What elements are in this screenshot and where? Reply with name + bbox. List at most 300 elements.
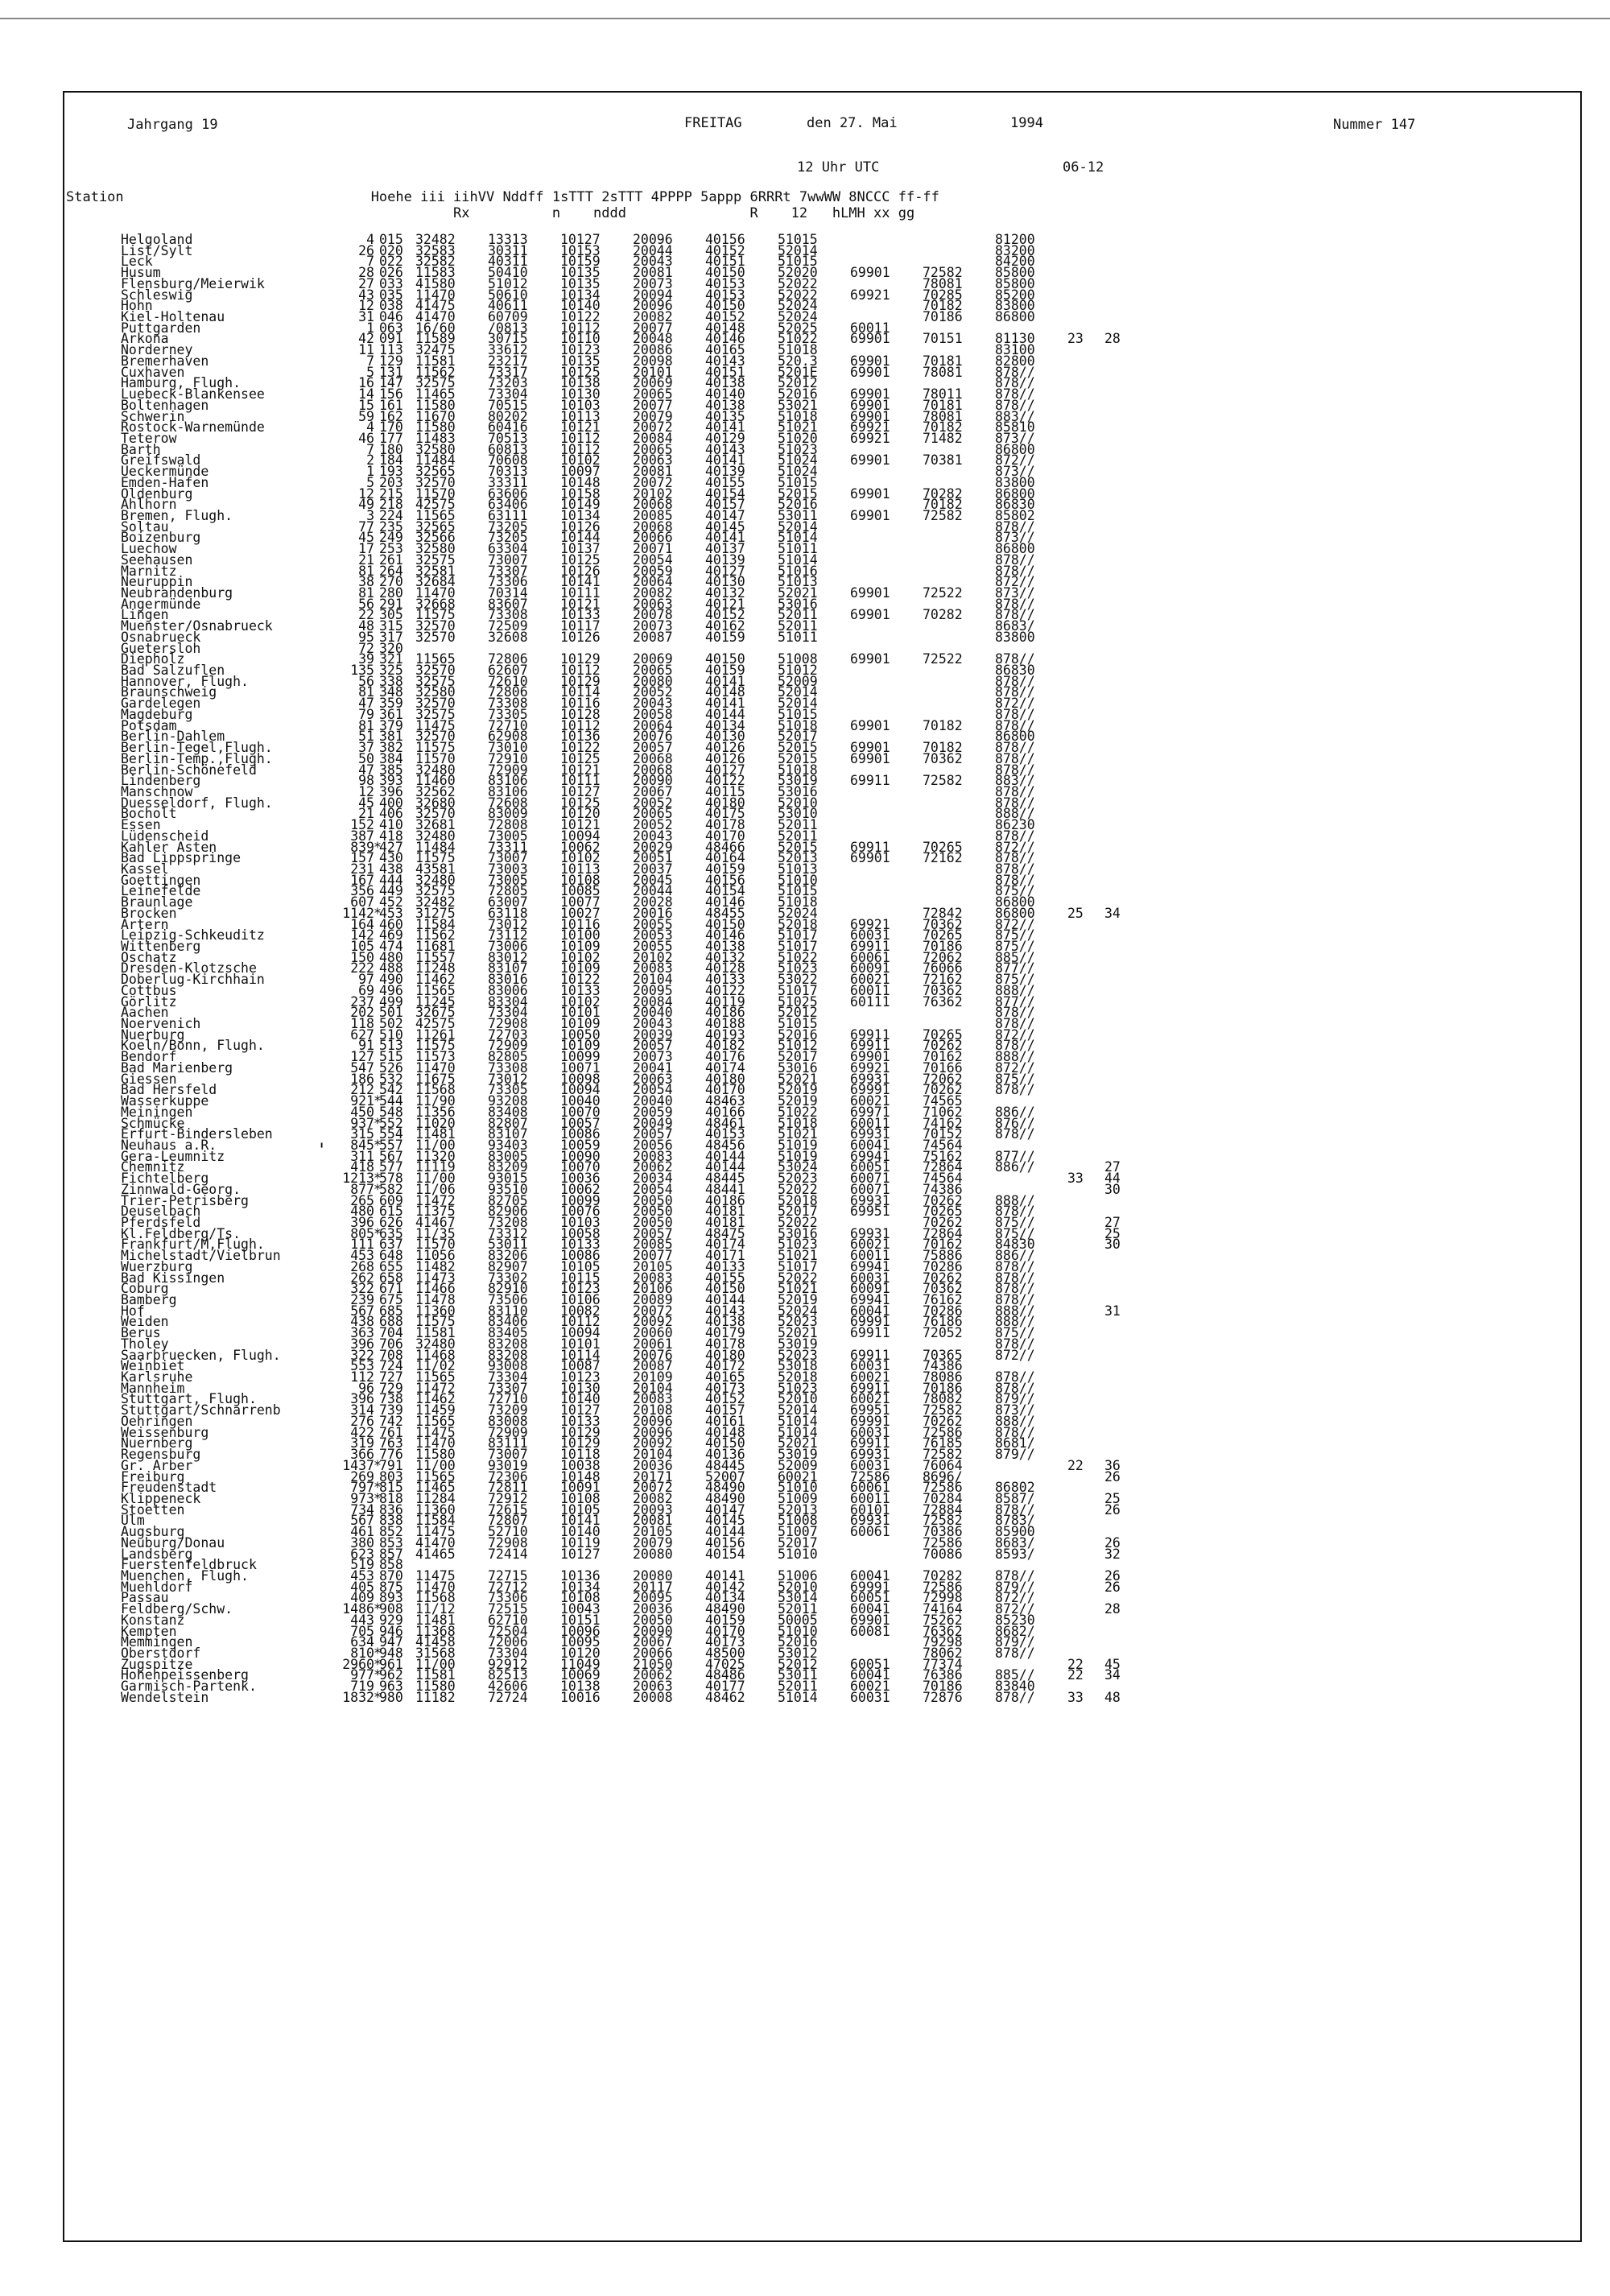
group-5appp: 52019 xyxy=(778,1082,818,1098)
group-8nccc: 84200 xyxy=(995,254,1035,270)
group-4pppp: 40165 xyxy=(705,1369,745,1385)
station-id: 554 xyxy=(379,1126,403,1142)
station-height: 59 xyxy=(358,408,374,424)
group-8nccc: 84830 xyxy=(995,1237,1035,1253)
group-1sttt: 10071 xyxy=(560,1059,601,1076)
group-5appp: 51015 xyxy=(778,1016,818,1032)
group-iihvv: 32570 xyxy=(415,663,456,679)
group-4pppp: 40155 xyxy=(705,1270,745,1286)
station-name: Coburg xyxy=(121,1281,169,1297)
mountain-marker: * xyxy=(374,1656,382,1672)
station-id: 853 xyxy=(379,1534,403,1551)
station-name: Neuruppin xyxy=(121,574,193,590)
group-7wwww: 70152 xyxy=(923,1126,963,1142)
group-iihvv: 11562 xyxy=(415,364,456,380)
group-5appp: 52015 xyxy=(778,740,818,756)
group-5appp: 53022 xyxy=(778,972,818,988)
station-name: Stuttgart, Flugh. xyxy=(121,1391,257,1407)
station-id: 193 xyxy=(379,464,403,480)
group-8nccc: 86230 xyxy=(995,817,1035,833)
group-8nccc: 83840 xyxy=(995,1679,1035,1695)
group-iihvv: 11575 xyxy=(415,740,456,756)
group-nddff: 83006 xyxy=(488,982,528,998)
station-id: 637 xyxy=(379,1237,403,1253)
group-8nccc: 872// xyxy=(995,1059,1035,1076)
station-name: Berus xyxy=(121,1325,161,1341)
station-id: 280 xyxy=(379,585,403,601)
group-4pppp: 40146 xyxy=(705,927,745,944)
station-id: 177 xyxy=(379,430,403,446)
station-height: 56 xyxy=(358,596,374,612)
station-name: Hohn xyxy=(121,298,153,314)
group-2sttt: 20080 xyxy=(633,1567,673,1584)
station-name: Husum xyxy=(121,265,161,281)
group-1sttt: 10126 xyxy=(560,629,601,645)
group-iihvv: 11484 xyxy=(415,839,456,855)
group-7wwww: 70162 xyxy=(923,1049,963,1065)
station-height: 16 xyxy=(358,375,374,391)
station-height: 96 xyxy=(358,1380,374,1396)
group-5appp: 51014 xyxy=(778,1689,818,1705)
station-id: 038 xyxy=(379,298,403,314)
group-4pppp: 40132 xyxy=(705,585,745,601)
group-4pppp: 40152 xyxy=(705,607,745,623)
group-nddff: 72806 xyxy=(488,651,528,667)
group-2sttt: 20057 xyxy=(633,1038,673,1054)
station-id: 763 xyxy=(379,1435,403,1452)
group-iihvv: 11575 xyxy=(415,1038,456,1054)
station-height: 118 xyxy=(350,1016,374,1032)
group-1sttt: 10105 xyxy=(560,1501,601,1518)
group-5appp: 51017 xyxy=(778,982,818,998)
group-nddff: 83405 xyxy=(488,1325,528,1341)
group-5appp: 52023 xyxy=(778,1171,818,1187)
group-2sttt: 20067 xyxy=(633,1634,673,1650)
station-height: 805 xyxy=(350,1225,374,1241)
station-id: 381 xyxy=(379,729,403,745)
group-5appp: 51018 xyxy=(778,717,818,733)
station-height: 877 xyxy=(350,1181,374,1197)
group-1sttt: 10117 xyxy=(560,618,601,634)
group-6rrrt: 60091 xyxy=(850,1281,890,1297)
group-1sttt: 10135 xyxy=(560,265,601,281)
group-iihvv: 32668 xyxy=(415,596,456,612)
group-7wwww: 70362 xyxy=(923,916,963,932)
station-id: 962 xyxy=(379,1667,403,1683)
group-8nccc: 877// xyxy=(995,1148,1035,1164)
group-4pppp: 40173 xyxy=(705,1380,745,1396)
group-4pppp: 40147 xyxy=(705,1501,745,1518)
group-2sttt: 20073 xyxy=(633,618,673,634)
group-4pppp: 40137 xyxy=(705,541,745,557)
group-5appp: 51018 xyxy=(778,408,818,424)
station-id: 532 xyxy=(379,1071,403,1087)
group-7wwww: 75886 xyxy=(923,1248,963,1264)
group-8nccc: 872// xyxy=(995,696,1035,712)
group-4pppp: 40150 xyxy=(705,1435,745,1452)
station-height: 142 xyxy=(350,927,374,944)
group-5appp: 52020 xyxy=(778,265,818,281)
group-7wwww: 72062 xyxy=(923,949,963,965)
group-nddff: 83408 xyxy=(488,1104,528,1120)
station-name: Chemnitz xyxy=(121,1159,185,1175)
station-name: Goettingen xyxy=(121,872,201,888)
group-8nccc: 886// xyxy=(995,1248,1035,1264)
group-8nccc: 86802 xyxy=(995,1480,1035,1496)
group-4pppp: 40142 xyxy=(705,1579,745,1595)
group-iihvv: 11470 xyxy=(415,1579,456,1595)
station-height: 164 xyxy=(350,916,374,932)
group-2sttt: 20095 xyxy=(633,982,673,998)
group-2sttt: 20072 xyxy=(633,1303,673,1319)
group-7wwww: 70262 xyxy=(923,1413,963,1429)
group-8nccc: 878// xyxy=(995,762,1035,778)
group-4pppp: 40141 xyxy=(705,530,745,546)
group-8nccc: 878// xyxy=(995,750,1035,766)
station-name: Erfurt-Bindersleben xyxy=(121,1126,273,1142)
group-nddff: 73205 xyxy=(488,530,528,546)
station-name: Mannheim xyxy=(121,1380,185,1396)
station-name: Potsdam xyxy=(121,717,177,733)
group-1sttt: 10138 xyxy=(560,1679,601,1695)
group-7wwww: 72522 xyxy=(923,651,963,667)
station-height: 418 xyxy=(350,1159,374,1175)
station-height: 81 xyxy=(358,563,374,579)
group-4pppp: 40152 xyxy=(705,242,745,258)
group-5appp: 5201E xyxy=(778,364,818,380)
group-1sttt: 10136 xyxy=(560,729,601,745)
station-id: 803 xyxy=(379,1468,403,1485)
group-nddff: 72712 xyxy=(488,1579,528,1595)
group-4pppp: 40128 xyxy=(705,960,745,977)
group-nddff: 73003 xyxy=(488,861,528,877)
group-iihvv: 11360 xyxy=(415,1303,456,1319)
group-5appp: 51021 xyxy=(778,1126,818,1142)
group-6rrrt: 69901 xyxy=(850,651,890,667)
gust-ff2: 44 xyxy=(1104,1171,1121,1187)
group-6rrrt: 69901 xyxy=(850,717,890,733)
group-nddff: 93403 xyxy=(488,1137,528,1153)
group-7wwww: 70362 xyxy=(923,1281,963,1297)
group-iihvv: 11481 xyxy=(415,1612,456,1628)
group-5appp: 52022 xyxy=(778,1214,818,1230)
group-iihvv: 11575 xyxy=(415,607,456,623)
station-id: 035 xyxy=(379,287,403,303)
group-iihvv: 11465 xyxy=(415,1480,456,1496)
station-id: 147 xyxy=(379,375,403,391)
group-nddff: 32608 xyxy=(488,629,528,645)
group-1sttt: 10076 xyxy=(560,1204,601,1220)
group-4pppp: 40170 xyxy=(705,1082,745,1098)
gust-ff1: 22 xyxy=(1067,1457,1084,1473)
station-height: 422 xyxy=(350,1424,374,1440)
group-2sttt: 20096 xyxy=(633,232,673,247)
group-5appp: 52016 xyxy=(778,497,818,513)
group-1sttt: 10095 xyxy=(560,1634,601,1650)
station-id: 727 xyxy=(379,1369,403,1385)
group-5appp: 51024 xyxy=(778,452,818,469)
group-iihvv: 32482 xyxy=(415,894,456,911)
group-1sttt: 10111 xyxy=(560,585,601,601)
group-nddff: 73317 xyxy=(488,364,528,380)
group-8nccc: 878// xyxy=(995,872,1035,888)
station-id: 671 xyxy=(379,1281,403,1297)
group-iihvv: 11470 xyxy=(415,1059,456,1076)
station-height: 1437 xyxy=(342,1457,374,1473)
group-nddff: 33311 xyxy=(488,474,528,490)
mountain-marker: * xyxy=(374,839,382,855)
group-6rrrt: 60041 xyxy=(850,1601,890,1617)
group-6rrrt: 60021 xyxy=(850,1679,890,1695)
group-8nccc: 85200 xyxy=(995,287,1035,303)
group-5appp: 52014 xyxy=(778,518,818,535)
group-nddff: 72509 xyxy=(488,618,528,634)
group-2sttt: 20043 xyxy=(633,696,673,712)
group-2sttt: 20096 xyxy=(633,298,673,314)
group-iihvv: 11478 xyxy=(415,1292,456,1307)
group-4pppp: 40146 xyxy=(705,894,745,911)
station-name: Bad Marienberg xyxy=(121,1059,233,1076)
group-5appp: 51017 xyxy=(778,1258,818,1274)
station-id: 382 xyxy=(379,740,403,756)
station-height: 15 xyxy=(358,397,374,413)
group-2sttt: 20083 xyxy=(633,960,673,977)
group-7wwww: 74564 xyxy=(923,1171,963,1187)
group-8nccc: 878// xyxy=(995,1016,1035,1032)
group-7wwww: 74162 xyxy=(923,1115,963,1131)
group-2sttt: 20087 xyxy=(633,629,673,645)
group-8nccc: 86800 xyxy=(995,309,1035,325)
group-5appp: 51015 xyxy=(778,254,818,270)
group-iihvv: 32570 xyxy=(415,474,456,490)
group-1sttt: 10099 xyxy=(560,1192,601,1208)
group-nddff: 80202 xyxy=(488,408,528,424)
group-nddff: 72808 xyxy=(488,817,528,833)
group-2sttt: 20093 xyxy=(633,1501,673,1518)
group-2sttt: 20016 xyxy=(633,905,673,921)
group-nddff: 73307 xyxy=(488,1380,528,1396)
group-1sttt: 10057 xyxy=(560,1115,601,1131)
station-id: 317 xyxy=(379,629,403,645)
group-2sttt: 20092 xyxy=(633,1314,673,1330)
mountain-marker: * xyxy=(374,1225,382,1241)
group-2sttt: 20077 xyxy=(633,1248,673,1264)
group-5appp: 52017 xyxy=(778,729,818,745)
station-id: 249 xyxy=(379,530,403,546)
group-8nccc: 85800 xyxy=(995,275,1035,291)
group-7wwww: 78082 xyxy=(923,1391,963,1407)
station-id: 791 xyxy=(379,1457,403,1473)
group-nddff: 73007 xyxy=(488,1447,528,1463)
group-2sttt: 20105 xyxy=(633,1258,673,1274)
group-5appp: 52011 xyxy=(778,828,818,844)
group-7wwww: 72582 xyxy=(923,1402,963,1418)
group-2sttt: 20081 xyxy=(633,464,673,480)
station-height: 921 xyxy=(350,1093,374,1109)
group-nddff: 73012 xyxy=(488,916,528,932)
group-2sttt: 20090 xyxy=(633,1623,673,1639)
group-5appp: 51023 xyxy=(778,960,818,977)
group-6rrrt: 69911 xyxy=(850,1347,890,1363)
group-nddff: 60416 xyxy=(488,419,528,436)
group-iihvv: 11584 xyxy=(415,1513,456,1529)
station-id: 947 xyxy=(379,1634,403,1650)
group-nddff: 73304 xyxy=(488,386,528,403)
group-6rrrt: 69901 xyxy=(850,353,890,369)
gust-ff2: 25 xyxy=(1104,1225,1121,1241)
group-iihvv: 11/02 xyxy=(415,1358,456,1374)
group-5appp: 52022 xyxy=(778,1181,818,1197)
gust-ff1: 22 xyxy=(1067,1656,1084,1672)
group-1sttt: 10140 xyxy=(560,298,601,314)
station-height: 322 xyxy=(350,1281,374,1297)
group-4pppp: 40144 xyxy=(705,1524,745,1540)
group-nddff: 72504 xyxy=(488,1623,528,1639)
station-id: 218 xyxy=(379,497,403,513)
group-nddff: 83206 xyxy=(488,1248,528,1264)
station-height: 186 xyxy=(350,1071,374,1087)
station-height: 547 xyxy=(350,1059,374,1076)
group-6rrrt: 60051 xyxy=(850,1159,890,1175)
group-iihvv: 11284 xyxy=(415,1490,456,1506)
group-iihvv: 11/90 xyxy=(415,1093,456,1109)
gust-ff2: 34 xyxy=(1104,905,1121,921)
station-id: 129 xyxy=(379,353,403,369)
station-height: 5 xyxy=(366,364,374,380)
group-4pppp: 48475 xyxy=(705,1225,745,1241)
station-name: Schwerin xyxy=(121,408,185,424)
group-1sttt: 10109 xyxy=(560,1016,601,1032)
group-2sttt: 20102 xyxy=(633,949,673,965)
group-1sttt: 10127 xyxy=(560,783,601,799)
group-4pppp: 40154 xyxy=(705,485,745,502)
station-height: 77 xyxy=(358,518,374,535)
station-name: Hamburg, Flugh. xyxy=(121,375,242,391)
group-6rrrt: 69911 xyxy=(850,939,890,954)
group-nddff: 51012 xyxy=(488,275,528,291)
station-height: 231 xyxy=(350,861,374,877)
group-1sttt: 10112 xyxy=(560,320,601,336)
group-iihvv: 32583 xyxy=(415,242,456,258)
group-nddff: 73302 xyxy=(488,1270,528,1286)
group-4pppp: 40157 xyxy=(705,1402,745,1418)
station-height: 607 xyxy=(350,894,374,911)
group-iihvv: 32582 xyxy=(415,254,456,270)
station-name: Ahlhorn xyxy=(121,497,177,513)
group-2sttt: 20104 xyxy=(633,972,673,988)
group-1sttt: 10111 xyxy=(560,773,601,789)
station-id: 724 xyxy=(379,1358,403,1374)
station-name: Kahler Asten xyxy=(121,839,217,855)
group-iihvv: 11589 xyxy=(415,331,456,347)
group-iihvv: 32681 xyxy=(415,817,456,833)
group-6rrrt: 60011 xyxy=(850,1248,890,1264)
group-iihvv: 11020 xyxy=(415,1115,456,1131)
group-nddff: 40311 xyxy=(488,254,528,270)
group-1sttt: 10108 xyxy=(560,872,601,888)
station-height: 157 xyxy=(350,850,374,866)
group-4pppp: 47025 xyxy=(705,1656,745,1672)
group-1sttt: 10098 xyxy=(560,1071,601,1087)
group-8nccc: 878// xyxy=(995,1126,1035,1142)
group-2sttt: 20037 xyxy=(633,861,673,877)
station-height: 98 xyxy=(358,773,374,789)
group-1sttt: 10027 xyxy=(560,905,601,921)
group-1sttt: 10141 xyxy=(560,1513,601,1529)
station-id: 400 xyxy=(379,795,403,811)
group-4pppp: 40129 xyxy=(705,430,745,446)
station-id: 305 xyxy=(379,607,403,623)
group-4pppp: 40172 xyxy=(705,1358,745,1374)
station-height: 705 xyxy=(350,1623,374,1639)
station-name: Ulm xyxy=(121,1513,145,1529)
group-5appp: 52010 xyxy=(778,1391,818,1407)
station-id: 815 xyxy=(379,1480,403,1496)
group-2sttt: 20028 xyxy=(633,894,673,911)
group-7wwww: 70182 xyxy=(923,717,963,733)
group-6rrrt: 60041 xyxy=(850,1137,890,1153)
group-8nccc: 879// xyxy=(995,1634,1035,1650)
group-2sttt: 20072 xyxy=(633,1480,673,1496)
station-height: 27 xyxy=(358,275,374,291)
group-1sttt: 10112 xyxy=(560,663,601,679)
group-4pppp: 40141 xyxy=(705,419,745,436)
group-7wwww: 8696/ xyxy=(923,1468,963,1485)
group-8nccc: 86800 xyxy=(995,541,1035,557)
group-nddff: 72615 xyxy=(488,1501,528,1518)
station-name: Stoetten xyxy=(121,1501,185,1518)
group-4pppp: 40152 xyxy=(705,1391,745,1407)
group-7wwww: 72586 xyxy=(923,1534,963,1551)
group-2sttt: 20062 xyxy=(633,1159,673,1175)
group-7wwww: 70386 xyxy=(923,1524,963,1540)
group-8nccc: 873// xyxy=(995,1402,1035,1418)
group-2sttt: 20052 xyxy=(633,795,673,811)
group-6rrrt: 69901 xyxy=(850,364,890,380)
station-name: Karlsruhe xyxy=(121,1369,193,1385)
group-iihvv: 11368 xyxy=(415,1623,456,1639)
group-8nccc: 872// xyxy=(995,1026,1035,1043)
station-id: 675 xyxy=(379,1292,403,1307)
station-id: 180 xyxy=(379,441,403,457)
station-name: Kl.Feldberg/Ts. xyxy=(121,1225,242,1241)
group-8nccc: 888// xyxy=(995,1413,1035,1429)
station-id: 615 xyxy=(379,1204,403,1220)
group-iihvv: 11470 xyxy=(415,1435,456,1452)
group-4pppp: 40133 xyxy=(705,1258,745,1274)
station-id: 578 xyxy=(379,1171,403,1187)
station-height: 973 xyxy=(350,1490,374,1506)
group-1sttt: 10133 xyxy=(560,982,601,998)
group-4pppp: 40174 xyxy=(705,1237,745,1253)
station-height: 81 xyxy=(358,717,374,733)
station-name: Oehringen xyxy=(121,1413,193,1429)
group-2sttt: 20083 xyxy=(633,1391,673,1407)
group-8nccc: 878// xyxy=(995,1380,1035,1396)
group-iihvv: 11248 xyxy=(415,960,456,977)
group-8nccc: 878// xyxy=(995,596,1035,612)
group-5appp: 51009 xyxy=(778,1490,818,1506)
station-id: 348 xyxy=(379,684,403,700)
jahrgang-label: Jahrgang 19 xyxy=(127,117,218,133)
group-5appp: 52016 xyxy=(778,386,818,403)
station-height: 135 xyxy=(350,663,374,679)
station-id: 161 xyxy=(379,397,403,413)
group-1sttt: 10091 xyxy=(560,1480,601,1496)
station-name: Michelstadt/Vielbrun xyxy=(121,1248,281,1264)
station-id: 948 xyxy=(379,1646,403,1661)
group-iihvv: 32575 xyxy=(415,375,456,391)
